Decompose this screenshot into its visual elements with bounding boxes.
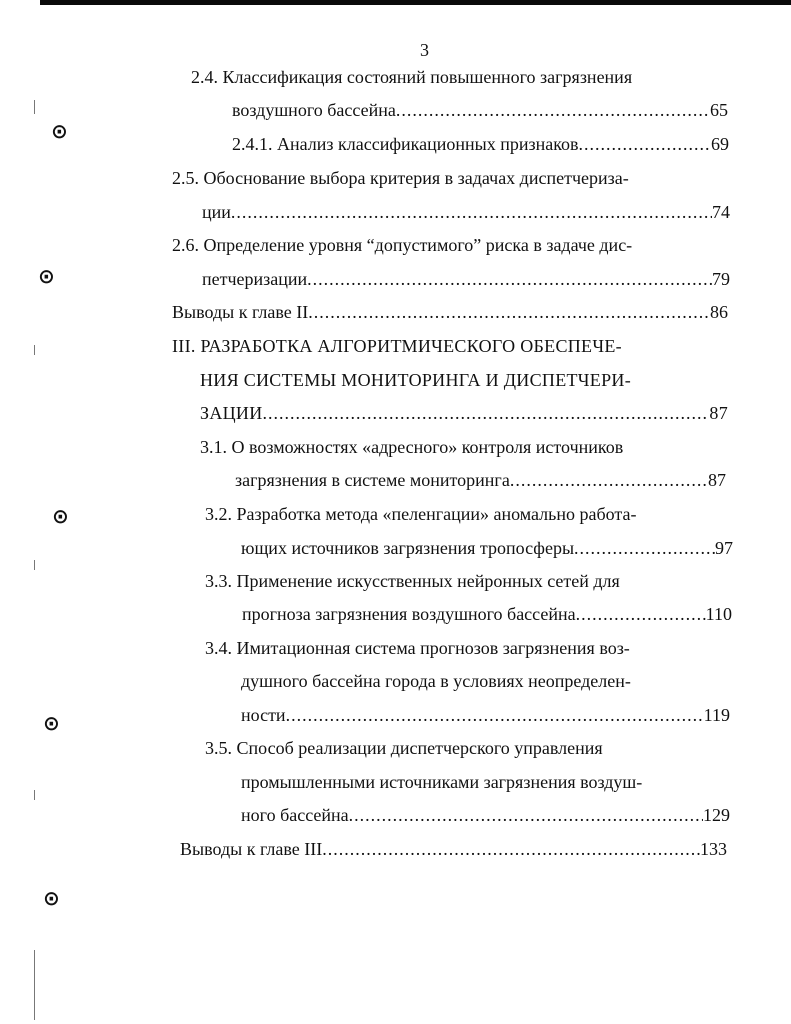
toc-line: ющих источников загрязнения тропосферы bbox=[241, 538, 575, 558]
toc-entry bbox=[172, 301, 728, 323]
toc-entry bbox=[235, 469, 726, 491]
toc-page-number: 65 bbox=[710, 100, 728, 120]
toc-page-number: 110 bbox=[705, 604, 732, 624]
toc-page-number: 86 bbox=[710, 302, 728, 322]
toc-page-number: 87 bbox=[709, 403, 728, 423]
toc-line: ции bbox=[202, 202, 231, 222]
toc-line: промышленными источниками загрязнения воздуш- bbox=[241, 772, 643, 792]
toc-line: 3.1. О возможностях «адресного» контроля источников bbox=[200, 437, 624, 457]
dot-leader bbox=[576, 603, 706, 625]
toc-line: 3.2. Разработка метода «пеленгации» аномально работа- bbox=[205, 504, 637, 524]
toc-line: 3.4. Имитационная система прогнозов загрязнения воз- bbox=[205, 638, 630, 658]
toc-line: воздушного бассейна bbox=[232, 100, 396, 120]
toc-entry bbox=[200, 402, 728, 424]
toc-entry bbox=[202, 201, 730, 223]
punch-hole-icon: ⊙ bbox=[38, 264, 55, 288]
top-scan-border bbox=[40, 0, 791, 5]
toc-page-number: 69 bbox=[711, 134, 729, 154]
toc-line: Выводы к главе III bbox=[180, 839, 323, 859]
toc-line: ности bbox=[241, 705, 286, 725]
toc-entry bbox=[242, 603, 732, 625]
dot-leader bbox=[286, 704, 704, 726]
toc-line: 2.4. Классификация состояний повышенного загрязнения bbox=[191, 67, 633, 87]
dot-leader bbox=[579, 133, 711, 155]
toc-entry bbox=[202, 268, 730, 290]
toc-line: душного бассейна города в условиях неопределен- bbox=[241, 671, 631, 691]
toc-page-number: 87 bbox=[708, 470, 726, 490]
toc-entry bbox=[232, 133, 729, 155]
dot-leader bbox=[307, 268, 712, 290]
dot-leader bbox=[349, 804, 703, 826]
toc-page-number: 119 bbox=[703, 705, 730, 725]
dot-leader bbox=[322, 838, 700, 860]
toc-line: 2.6. Определение уровня “допустимого” риска в задаче дис- bbox=[172, 235, 633, 255]
toc-line: петчеризации bbox=[202, 269, 308, 289]
punch-hole-icon: ⊙ bbox=[43, 886, 60, 910]
toc-page-number: 129 bbox=[703, 805, 730, 825]
toc-entry bbox=[180, 838, 727, 860]
dot-leader bbox=[396, 99, 710, 121]
page-number: 3 bbox=[420, 40, 429, 60]
toc-line: Выводы к главе II bbox=[172, 302, 309, 322]
toc-entry bbox=[241, 704, 730, 726]
dot-leader bbox=[574, 537, 715, 559]
toc-line: 2.5. Обоснование выбора критерия в задачах диспетчериза- bbox=[172, 168, 629, 188]
toc-line: ЗАЦИИ bbox=[200, 403, 263, 423]
toc-page-number: 97 bbox=[715, 538, 733, 558]
toc-line: 3.5. Способ реализации диспетчерского управления bbox=[205, 738, 603, 758]
dot-leader bbox=[231, 201, 712, 223]
left-edge-mark bbox=[34, 790, 35, 800]
left-edge-mark bbox=[34, 560, 35, 570]
toc-page-number: 74 bbox=[712, 202, 730, 222]
toc-entry bbox=[241, 804, 730, 826]
toc-entry bbox=[232, 99, 728, 121]
toc-page-number: 133 bbox=[700, 839, 727, 859]
toc-line: ного бассейна bbox=[241, 805, 349, 825]
dot-leader bbox=[263, 402, 710, 424]
toc-line: III. РАЗРАБОТКА АЛГОРИТМИЧЕСКОГО ОБЕСПЕЧЕ- bbox=[172, 336, 622, 356]
toc-line: НИЯ СИСТЕМЫ МОНИТОРИНГА И ДИСПЕТЧЕРИ- bbox=[200, 370, 631, 390]
toc-page-number: 79 bbox=[712, 269, 730, 289]
dot-leader bbox=[308, 301, 710, 323]
punch-hole-icon: ⊙ bbox=[43, 711, 60, 735]
left-edge-mark bbox=[34, 345, 35, 355]
toc-line: 2.4.1. Анализ классификационных признаков bbox=[232, 134, 579, 154]
toc-line: 3.3. Применение искусственных нейронных сетей для bbox=[205, 571, 620, 591]
left-edge-mark bbox=[34, 100, 35, 114]
toc-entry bbox=[241, 537, 733, 559]
punch-hole-icon: ⊙ bbox=[51, 119, 68, 143]
left-edge-mark bbox=[34, 950, 35, 1020]
punch-hole-icon: ⊙ bbox=[52, 504, 69, 528]
toc-line: загрязнения в системе мониторинга bbox=[235, 470, 510, 490]
toc-line: прогноза загрязнения воздушного бассейна bbox=[242, 604, 576, 624]
dot-leader bbox=[510, 469, 708, 491]
